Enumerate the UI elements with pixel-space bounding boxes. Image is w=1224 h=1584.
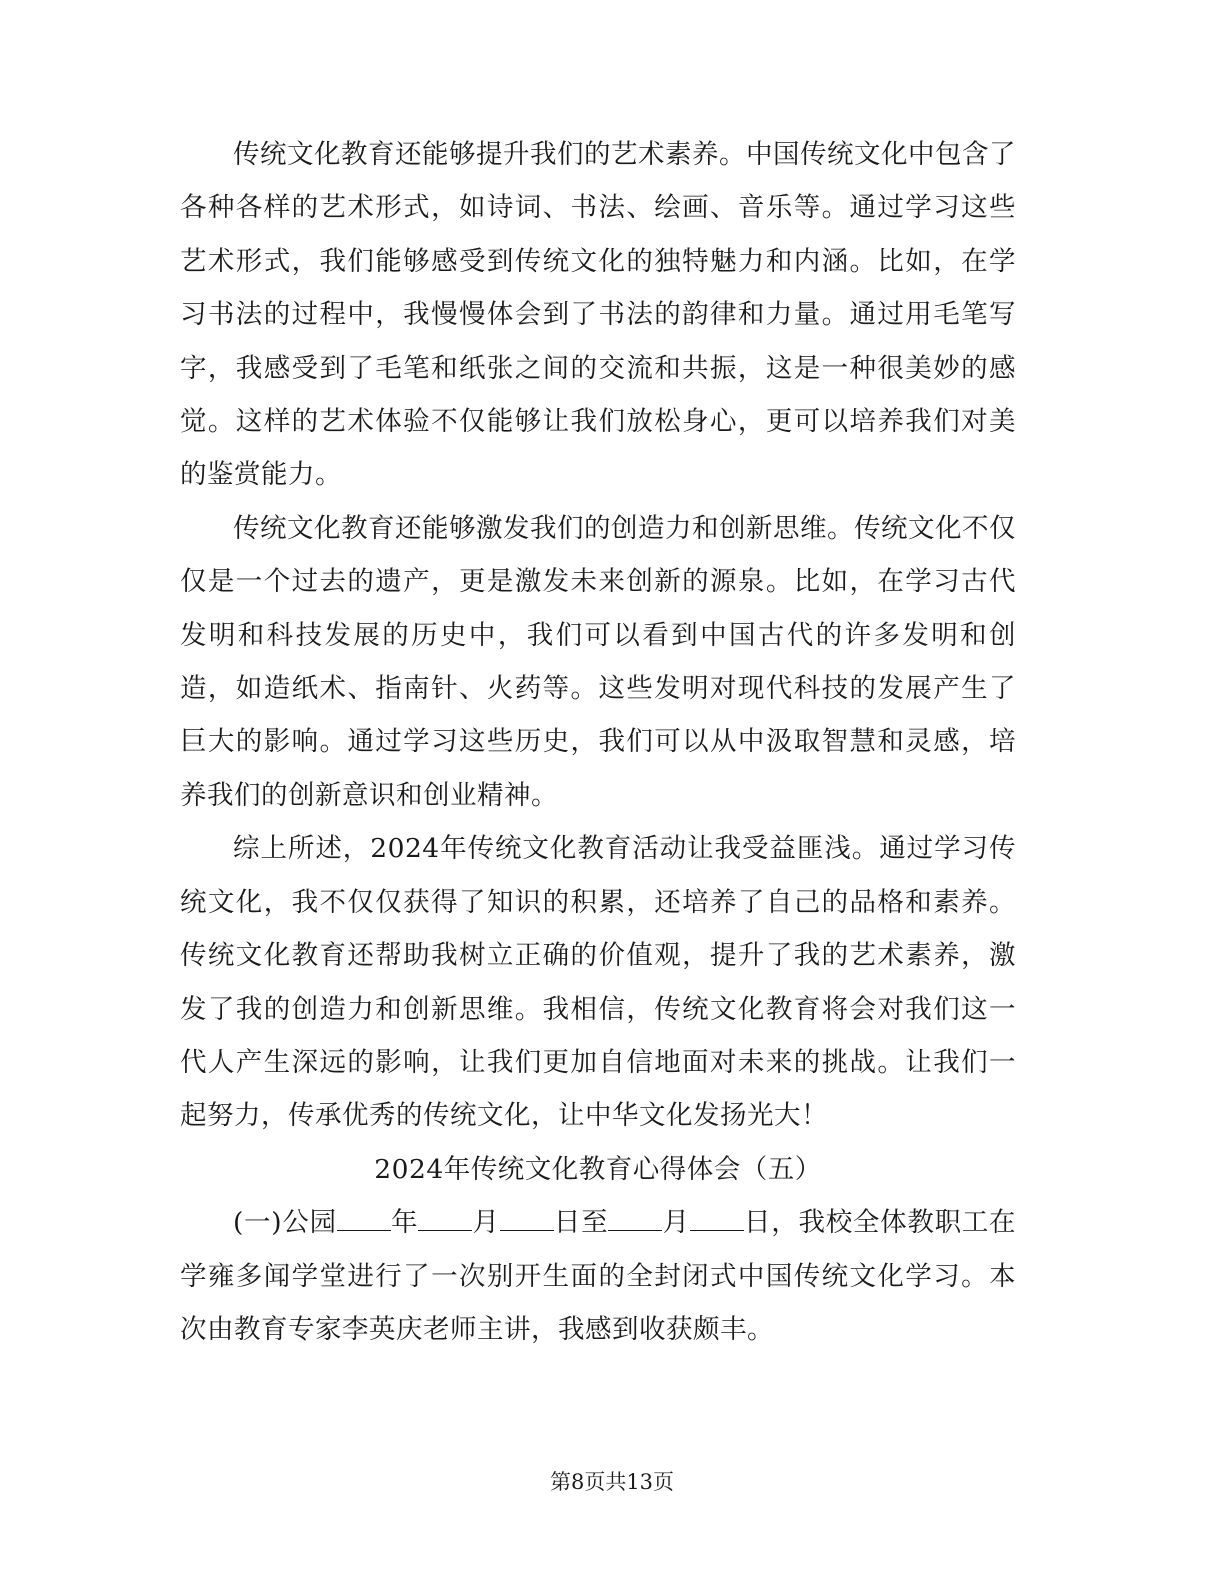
paragraph-art-literacy: 传统文化教育还能够提升我们的艺术素养。中国传统文化中包含了各种各样的艺术形式，如诗词、书法、绘画、音乐等。通过学习这些艺术形式，我们能够感受到传统文化的独特魅力和内涵。比如，在学习书法的过程中，我慢慢体会到了书法的韵律和力量。通过用毛笔写字，我感受到了毛笔和纸张之间的交流和共振，这是一种很美妙的感觉。这样的艺术体验不仅能够让我们放松身心，更可以培养我们对美的鉴赏能力。 (180, 139, 1016, 491)
intro-prefix: (一)公园 (233, 1207, 337, 1239)
blank-month-start (418, 1202, 472, 1231)
label-month-start: 月 (472, 1207, 500, 1239)
section-heading: 2024年传统文化教育心得体会（五） (374, 1153, 822, 1185)
blank-month-end (608, 1202, 662, 1231)
blank-day-end (690, 1202, 744, 1231)
blank-year (337, 1202, 391, 1231)
blank-day-start (500, 1202, 554, 1231)
label-day-start: 日至 (553, 1207, 609, 1239)
paragraph-event-intro (180, 1196, 1016, 1356)
label-year: 年 (390, 1207, 419, 1239)
paragraph-creativity: 传统文化教育还能够激发我们的创造力和创新思维。传统文化不仅仅是一个过去的遗产，更是激发未来创新的源泉。比如，在学习古代发明和科技发展的历史中，我们可以看到中国古代的许多发明和创造，如造纸术、指南针、火药等。这些发明对现代科技的发展产生了巨大的影响。通过学习这些历史，我们可以从中汲取智慧和灵感，培养我们的创新意识和创业精神。 (180, 512, 1016, 811)
page-number-footer: 第8页共13页 (549, 1470, 675, 1494)
intro-rest: 日，我校全体教职工在学雍多闻学堂进行了一次别开生面的全封闭式中国传统文化学习。本次由教育专家李英庆老师主讲，我感到收获颇丰。 (180, 1207, 1017, 1345)
label-month-end: 月 (662, 1207, 690, 1239)
document-body (180, 128, 1016, 1356)
paragraph-summary: 综上所述，2024年传统文化教育活动让我受益匪浅。通过学习传统文化，我不仅仅获得了知识的积累，还培养了自己的品格和素养。传统文化教育还帮助我树立正确的价值观，提升了我的艺术素养，激发了我的创造力和创新思维。我相信，传统文化教育将会对我们这一代人产生深远的影响，让我们更加自信地面对未来的挑战。让我们一起努力，传承优秀的传统文化，让中华文化发扬光大！ (180, 833, 1016, 1132)
